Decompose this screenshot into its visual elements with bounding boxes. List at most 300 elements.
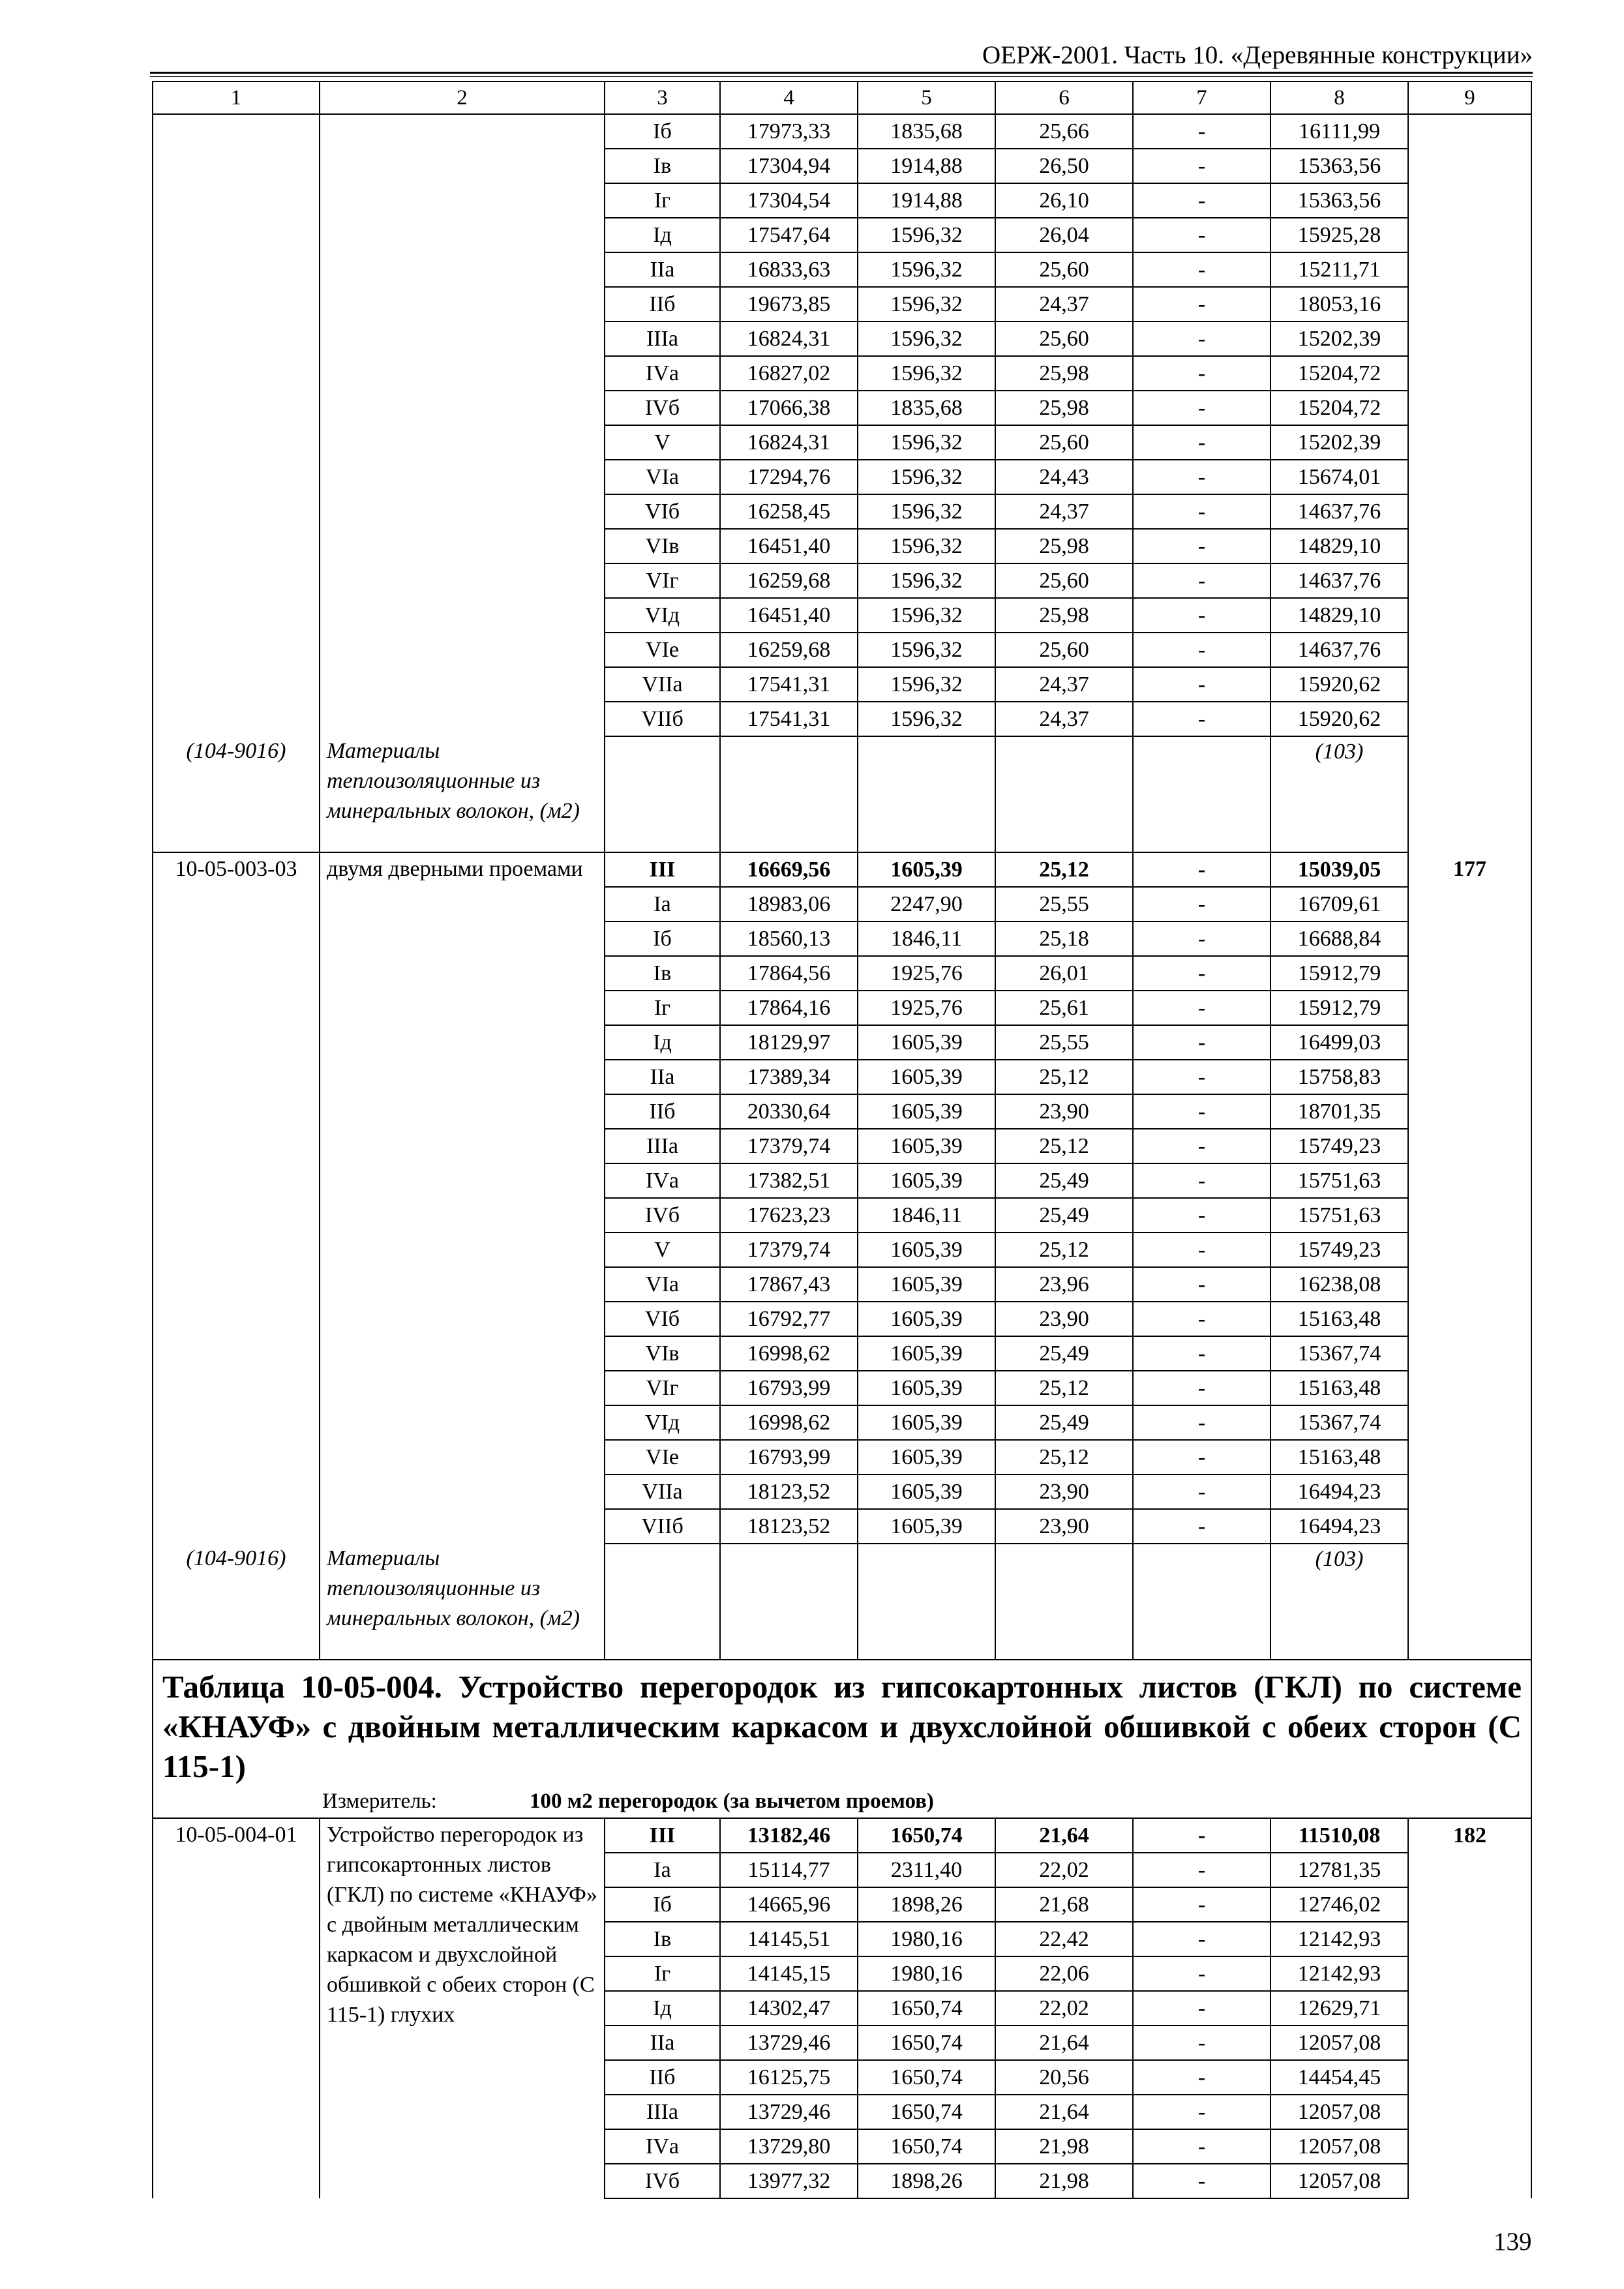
table-cell: 15204,72 <box>1271 391 1408 425</box>
table-cell: 1980,16 <box>858 1922 995 1956</box>
table-cell: IVб <box>605 391 720 425</box>
table-cell: 15920,62 <box>1271 667 1408 702</box>
measure-label: Измеритель: <box>322 1789 437 1813</box>
table-cell: 25,60 <box>995 252 1133 287</box>
table-cell: 25,55 <box>995 1025 1133 1060</box>
table-cell: 15925,28 <box>1271 218 1408 252</box>
table-cell: VIе <box>605 633 720 667</box>
table-cell: 17973,33 <box>720 114 858 149</box>
table-cell: - <box>1133 1405 1271 1440</box>
table-cell: - <box>1133 425 1271 460</box>
table-cell: 15211,71 <box>1271 252 1408 287</box>
table-cell: 15163,48 <box>1271 1440 1408 1474</box>
column-number: 2 <box>320 82 605 114</box>
table-cell: 14454,45 <box>1271 2060 1408 2095</box>
rate-description-text: двумя дверными проемами <box>327 857 583 881</box>
table-cell: 18123,52 <box>720 1509 858 1544</box>
table-cell: III <box>605 1818 720 1853</box>
table-cell: 1650,74 <box>858 2129 995 2164</box>
material-value: (103) <box>1271 736 1408 852</box>
table-cell: - <box>1133 667 1271 702</box>
table-cell: 16259,68 <box>720 633 858 667</box>
table-cell: - <box>1133 2164 1271 2198</box>
table-cell: 25,98 <box>995 391 1133 425</box>
table-cell: 15367,74 <box>1271 1405 1408 1440</box>
table-cell: - <box>1133 1887 1271 1922</box>
table-cell: - <box>1133 887 1271 921</box>
table-cell: 24,37 <box>995 667 1133 702</box>
rate-description-text: Устройство перегородок из гипсокартонных листов (ГКЛ) по системе «КНАУФ» с двойным металлическим каркасом и двухслойной обшивкой с обеих сторон (С 115-1) глухих <box>327 1823 597 2027</box>
table-cell: 17304,94 <box>720 149 858 183</box>
table-cell: 1605,39 <box>858 1371 995 1405</box>
table-cell: 22,02 <box>995 1991 1133 2026</box>
material-empty-cell <box>1133 1544 1271 1660</box>
table-cell: 15912,79 <box>1271 991 1408 1025</box>
table-cell: 1605,39 <box>858 1405 995 1440</box>
material-row <box>153 736 1531 852</box>
table-cell: 25,66 <box>995 114 1133 149</box>
table-cell: IIа <box>605 1060 720 1094</box>
table-cell: - <box>1133 598 1271 633</box>
table-cell: 20,56 <box>995 2060 1133 2095</box>
table-cell: 25,98 <box>995 356 1133 391</box>
table-cell: - <box>1133 1509 1271 1544</box>
table-cell: - <box>1133 149 1271 183</box>
table-cell: - <box>1133 991 1271 1025</box>
table-cell: 1914,88 <box>858 149 995 183</box>
table-cell: IIIа <box>605 2095 720 2129</box>
table-cell: 24,37 <box>995 702 1133 736</box>
table-cell: VIIа <box>605 1474 720 1509</box>
table-cell: 26,04 <box>995 218 1133 252</box>
table-cell: VIв <box>605 529 720 563</box>
rate-code-text: 10-05-004-01 <box>175 1823 297 1847</box>
material-empty-cell <box>995 1544 1133 1660</box>
table-cell: 18129,97 <box>720 1025 858 1060</box>
table-cell: 17547,64 <box>720 218 858 252</box>
rate-code <box>153 114 320 736</box>
table-cell: 1596,32 <box>858 218 995 252</box>
table-cell: 22,42 <box>995 1922 1133 1956</box>
column-number: 6 <box>995 82 1133 114</box>
table-cell: 12057,08 <box>1271 2164 1408 2198</box>
table-cell: 25,12 <box>995 1129 1133 1163</box>
table-cell: - <box>1133 1474 1271 1509</box>
table-cell: 13729,46 <box>720 2026 858 2060</box>
table-cell: 25,98 <box>995 529 1133 563</box>
table-cell: 25,49 <box>995 1405 1133 1440</box>
table-cell: 15202,39 <box>1271 322 1408 356</box>
table-cell: 16793,99 <box>720 1440 858 1474</box>
table-cell: - <box>1133 287 1271 322</box>
table-cell: 1605,39 <box>858 1302 995 1336</box>
column-number: 5 <box>858 82 995 114</box>
table-cell: 15749,23 <box>1271 1129 1408 1163</box>
table-cell: 21,98 <box>995 2129 1133 2164</box>
rate-description <box>320 1818 605 2198</box>
table-cell: 15204,72 <box>1271 356 1408 391</box>
table-title: Таблица 10-05-004. Устройство перегородок из гипсокартонных листов (ГКЛ) по системе «КНАУФ» с двойным металлическим каркасом и двухслойной обшивкой с обеих сторон (С 115-1) <box>162 1669 1522 1784</box>
table-cell: - <box>1133 1060 1271 1094</box>
table-cell: 15163,48 <box>1271 1371 1408 1405</box>
table-cell: 16669,56 <box>720 852 858 887</box>
table-cell: 12057,08 <box>1271 2026 1408 2060</box>
table-cell: 16494,23 <box>1271 1509 1408 1544</box>
measure-row <box>162 1786 1531 1818</box>
table-cell: 16258,45 <box>720 494 858 529</box>
table-cell: - <box>1133 1922 1271 1956</box>
table-cell: VIе <box>605 1440 720 1474</box>
header-rule-thin <box>150 76 1533 77</box>
table-cell: VIIб <box>605 702 720 736</box>
table-cell: 12142,93 <box>1271 1922 1408 1956</box>
table-cell: 23,90 <box>995 1094 1133 1129</box>
table-cell: 16451,40 <box>720 529 858 563</box>
table-cell: - <box>1133 1094 1271 1129</box>
table-cell: 25,12 <box>995 1440 1133 1474</box>
table-cell: 15758,83 <box>1271 1060 1408 1094</box>
table-cell: - <box>1133 391 1271 425</box>
table-cell: 17541,31 <box>720 702 858 736</box>
table-cell: 15363,56 <box>1271 149 1408 183</box>
table-cell: - <box>1133 460 1271 494</box>
table-cell: VIIа <box>605 667 720 702</box>
table-cell: 1925,76 <box>858 991 995 1025</box>
table-cell: 15920,62 <box>1271 702 1408 736</box>
table-cell: - <box>1133 633 1271 667</box>
table-cell: 14829,10 <box>1271 598 1408 633</box>
measure-value: 100 м2 перегородок (за вычетом проемов) <box>530 1789 934 1813</box>
table-cell: 1650,74 <box>858 1818 995 1853</box>
table-cell: 17304,54 <box>720 183 858 218</box>
table-cell: 1596,32 <box>858 702 995 736</box>
table-cell: 17389,34 <box>720 1060 858 1094</box>
table-cell: - <box>1133 1956 1271 1991</box>
table-cell: 20330,64 <box>720 1094 858 1129</box>
table-cell: 1596,32 <box>858 563 995 598</box>
material-empty-cell <box>720 1544 858 1660</box>
table-title-row <box>153 1660 1531 1818</box>
table-cell: 16833,63 <box>720 252 858 287</box>
table-cell: 1898,26 <box>858 2164 995 2198</box>
table-cell: VIг <box>605 563 720 598</box>
header-rule <box>150 72 1533 74</box>
material-name: Материалы теплоизоляционные из минеральных волокон, (м2) <box>320 1544 605 1660</box>
rates-table <box>152 81 1532 2199</box>
table-cell: 1980,16 <box>858 1956 995 1991</box>
table-cell: - <box>1133 1336 1271 1371</box>
table-cell: 14637,76 <box>1271 494 1408 529</box>
table-cell: 17066,38 <box>720 391 858 425</box>
table-cell: 14145,51 <box>720 1922 858 1956</box>
table-cell: 12629,71 <box>1271 1991 1408 2026</box>
material-empty-cell <box>858 1544 995 1660</box>
table-cell: 17623,23 <box>720 1198 858 1233</box>
table-row <box>153 852 1531 887</box>
table-cell: IIIа <box>605 322 720 356</box>
table-cell: 13182,46 <box>720 1818 858 1853</box>
column-number: 9 <box>1408 82 1531 114</box>
table-cell: 25,60 <box>995 322 1133 356</box>
table-cell: 1605,39 <box>858 1474 995 1509</box>
table-cell: 1914,88 <box>858 183 995 218</box>
page-header: ОЕРЖ-2001. Часть 10. «Деревянные конструкции» <box>982 41 1533 69</box>
table-cell: 12057,08 <box>1271 2129 1408 2164</box>
table-cell: 14637,76 <box>1271 633 1408 667</box>
table-cell: IIа <box>605 2026 720 2060</box>
table-cell: - <box>1133 252 1271 287</box>
table-cell: 23,90 <box>995 1509 1133 1544</box>
material-empty-cell <box>720 736 858 852</box>
table-cell: 26,10 <box>995 183 1133 218</box>
table-cell: 16494,23 <box>1271 1474 1408 1509</box>
table-cell: 26,50 <box>995 149 1133 183</box>
material-empty-cell <box>858 736 995 852</box>
table-cell: - <box>1133 183 1271 218</box>
table-cell: 25,61 <box>995 991 1133 1025</box>
table-cell: - <box>1133 494 1271 529</box>
table-cell: - <box>1133 1818 1271 1853</box>
table-cell: IVа <box>605 1163 720 1198</box>
table-cell: - <box>1133 563 1271 598</box>
table-cell: IVа <box>605 2129 720 2164</box>
table-cell: 11510,08 <box>1271 1818 1408 1853</box>
table-cell: 17864,16 <box>720 991 858 1025</box>
table-cell: 1605,39 <box>858 1440 995 1474</box>
material-empty-cell <box>605 736 720 852</box>
material-code: (104-9016) <box>153 1544 320 1660</box>
table-cell: IIб <box>605 2060 720 2095</box>
table-cell: 1835,68 <box>858 114 995 149</box>
table-cell: 17379,74 <box>720 1233 858 1267</box>
table-cell: 25,12 <box>995 1371 1133 1405</box>
table-cell: IIIа <box>605 1129 720 1163</box>
table-cell: 16824,31 <box>720 425 858 460</box>
table-cell: 12746,02 <box>1271 1887 1408 1922</box>
table-cell: VIв <box>605 1336 720 1371</box>
table-cell: VIд <box>605 598 720 633</box>
table-cell: 15163,48 <box>1271 1302 1408 1336</box>
table-cell: 1596,32 <box>858 287 995 322</box>
table-cell: - <box>1133 114 1271 149</box>
table-cell: 21,64 <box>995 1818 1133 1853</box>
table-cell: 17382,51 <box>720 1163 858 1198</box>
table-cell: Iв <box>605 956 720 991</box>
table-cell: 1596,32 <box>858 322 995 356</box>
table-cell: 16238,08 <box>1271 1267 1408 1302</box>
table-cell: 21,98 <box>995 2164 1133 2198</box>
table-cell: - <box>1133 921 1271 956</box>
table-cell: 1596,32 <box>858 529 995 563</box>
table-cell: 13729,46 <box>720 2095 858 2129</box>
column-number: 7 <box>1133 82 1271 114</box>
table-cell: 1596,32 <box>858 667 995 702</box>
column-number: 3 <box>605 82 720 114</box>
table-cell: 25,49 <box>995 1163 1133 1198</box>
rate-description-text <box>320 115 604 116</box>
table-cell: 25,98 <box>995 598 1133 633</box>
table-cell: 15749,23 <box>1271 1233 1408 1267</box>
table-cell: 25,49 <box>995 1198 1133 1233</box>
material-empty-cell <box>605 1544 720 1660</box>
table-cell: 21,68 <box>995 1887 1133 1922</box>
table-cell: 1596,32 <box>858 425 995 460</box>
table-cell: 1596,32 <box>858 252 995 287</box>
table-cell: Iг <box>605 1956 720 1991</box>
column-number-row <box>153 82 1531 114</box>
table-cell: 15674,01 <box>1271 460 1408 494</box>
table-cell: 1605,39 <box>858 1267 995 1302</box>
table-cell: 15202,39 <box>1271 425 1408 460</box>
table-cell: 24,37 <box>995 494 1133 529</box>
table-cell: 1596,32 <box>858 598 995 633</box>
table-cell: - <box>1133 1853 1271 1887</box>
table-cell: - <box>1133 1371 1271 1405</box>
table-cell: - <box>1133 2129 1271 2164</box>
table-cell: - <box>1133 529 1271 563</box>
table-cell: 18701,35 <box>1271 1094 1408 1129</box>
table-cell: 16709,61 <box>1271 887 1408 921</box>
table-cell: 12057,08 <box>1271 2095 1408 2129</box>
table-cell: IVб <box>605 2164 720 2198</box>
table-cell: 17294,76 <box>720 460 858 494</box>
table-cell: 15751,63 <box>1271 1163 1408 1198</box>
table-cell: - <box>1133 322 1271 356</box>
table-cell: 17867,43 <box>720 1267 858 1302</box>
table-cell: Iг <box>605 991 720 1025</box>
table-cell: 25,12 <box>995 1060 1133 1094</box>
table-cell: - <box>1133 2026 1271 2060</box>
table-cell: - <box>1133 1302 1271 1336</box>
table-cell: Iг <box>605 183 720 218</box>
table-cell: 1650,74 <box>858 2060 995 2095</box>
table-cell: 16793,99 <box>720 1371 858 1405</box>
table-cell: VIб <box>605 1302 720 1336</box>
rate-code <box>153 852 320 1544</box>
table-cell: VIIб <box>605 1509 720 1544</box>
table-cell: 14145,15 <box>720 1956 858 1991</box>
table-cell: 2247,90 <box>858 887 995 921</box>
table-cell: 21,64 <box>995 2026 1133 2060</box>
table-cell: 17864,56 <box>720 956 858 991</box>
column-number: 8 <box>1271 82 1408 114</box>
table-cell: 15039,05 <box>1271 852 1408 887</box>
table-cell: 23,90 <box>995 1302 1133 1336</box>
table-cell: 21,64 <box>995 2095 1133 2129</box>
table-cell: 17541,31 <box>720 667 858 702</box>
table-cell: - <box>1133 1233 1271 1267</box>
material-row <box>153 1544 1531 1660</box>
table-cell: VIг <box>605 1371 720 1405</box>
material-value: (103) <box>1271 1544 1408 1660</box>
rate-code-text: 10-05-003-03 <box>175 857 297 881</box>
table-cell: 17379,74 <box>720 1129 858 1163</box>
table-cell: VIб <box>605 494 720 529</box>
table-cell: 16125,75 <box>720 2060 858 2095</box>
table-cell: 13729,80 <box>720 2129 858 2164</box>
table-title-cell <box>153 1660 1531 1818</box>
table-cell: - <box>1133 852 1271 887</box>
material-empty-cell <box>1133 736 1271 852</box>
table-cell: 14637,76 <box>1271 563 1408 598</box>
table-cell: Iа <box>605 887 720 921</box>
table-cell: 14829,10 <box>1271 529 1408 563</box>
table-cell: 1605,39 <box>858 1233 995 1267</box>
table-cell: 14665,96 <box>720 1887 858 1922</box>
table-cell: 1605,39 <box>858 1163 995 1198</box>
table-cell: 24,43 <box>995 460 1133 494</box>
table-cell: 1925,76 <box>858 956 995 991</box>
column-number: 1 <box>153 82 320 114</box>
table-cell: Iв <box>605 149 720 183</box>
table-cell: IVа <box>605 356 720 391</box>
table-cell: 1596,32 <box>858 460 995 494</box>
table-cell: 14302,47 <box>720 1991 858 2026</box>
table-cell: Iа <box>605 1853 720 1887</box>
table-cell: 25,60 <box>995 425 1133 460</box>
table-cell: 13977,32 <box>720 2164 858 2198</box>
table-cell: 25,12 <box>995 852 1133 887</box>
table-cell: 1605,39 <box>858 852 995 887</box>
table-cell: 1650,74 <box>858 2095 995 2129</box>
table-cell: 25,12 <box>995 1233 1133 1267</box>
table-cell: 24,37 <box>995 287 1133 322</box>
table-cell: 1605,39 <box>858 1336 995 1371</box>
standard-ref <box>1408 1818 1531 2198</box>
table-cell: VIд <box>605 1405 720 1440</box>
table-cell: 12142,93 <box>1271 1956 1408 1991</box>
table-cell: 16259,68 <box>720 563 858 598</box>
table-cell: 15367,74 <box>1271 1336 1408 1371</box>
table-cell: Iб <box>605 114 720 149</box>
standard-ref <box>1408 114 1531 852</box>
table-cell: Iд <box>605 1025 720 1060</box>
table-cell: 18123,52 <box>720 1474 858 1509</box>
table-cell: VIа <box>605 460 720 494</box>
table-cell: 25,60 <box>995 563 1133 598</box>
table-cell: III <box>605 852 720 887</box>
table-cell: 23,96 <box>995 1267 1133 1302</box>
material-code: (104-9016) <box>153 736 320 852</box>
table-cell: 15751,63 <box>1271 1198 1408 1233</box>
table-cell: 1605,39 <box>858 1060 995 1094</box>
table-cell: 16111,99 <box>1271 114 1408 149</box>
table-cell: 1596,32 <box>858 356 995 391</box>
table-cell: 1605,39 <box>858 1129 995 1163</box>
table-cell: - <box>1133 1025 1271 1060</box>
table-cell: - <box>1133 1198 1271 1233</box>
table-cell: V <box>605 1233 720 1267</box>
table-cell: Iб <box>605 921 720 956</box>
table-cell: 1605,39 <box>858 1025 995 1060</box>
table-cell: 22,06 <box>995 1956 1133 1991</box>
table-cell: 18560,13 <box>720 921 858 956</box>
table-cell: - <box>1133 1129 1271 1163</box>
table-cell: 16998,62 <box>720 1336 858 1371</box>
table-cell: 15114,77 <box>720 1853 858 1887</box>
table-cell: 25,60 <box>995 633 1133 667</box>
table-cell: - <box>1133 1440 1271 1474</box>
material-empty-cell <box>995 736 1133 852</box>
standard-ref-value: 177 <box>1453 857 1486 881</box>
table-cell: 16688,84 <box>1271 921 1408 956</box>
table-cell: 23,90 <box>995 1474 1133 1509</box>
table-cell: - <box>1133 356 1271 391</box>
table-cell: 1605,39 <box>858 1509 995 1544</box>
table-cell: IIб <box>605 1094 720 1129</box>
table-row <box>153 114 1531 149</box>
table-cell: - <box>1133 218 1271 252</box>
